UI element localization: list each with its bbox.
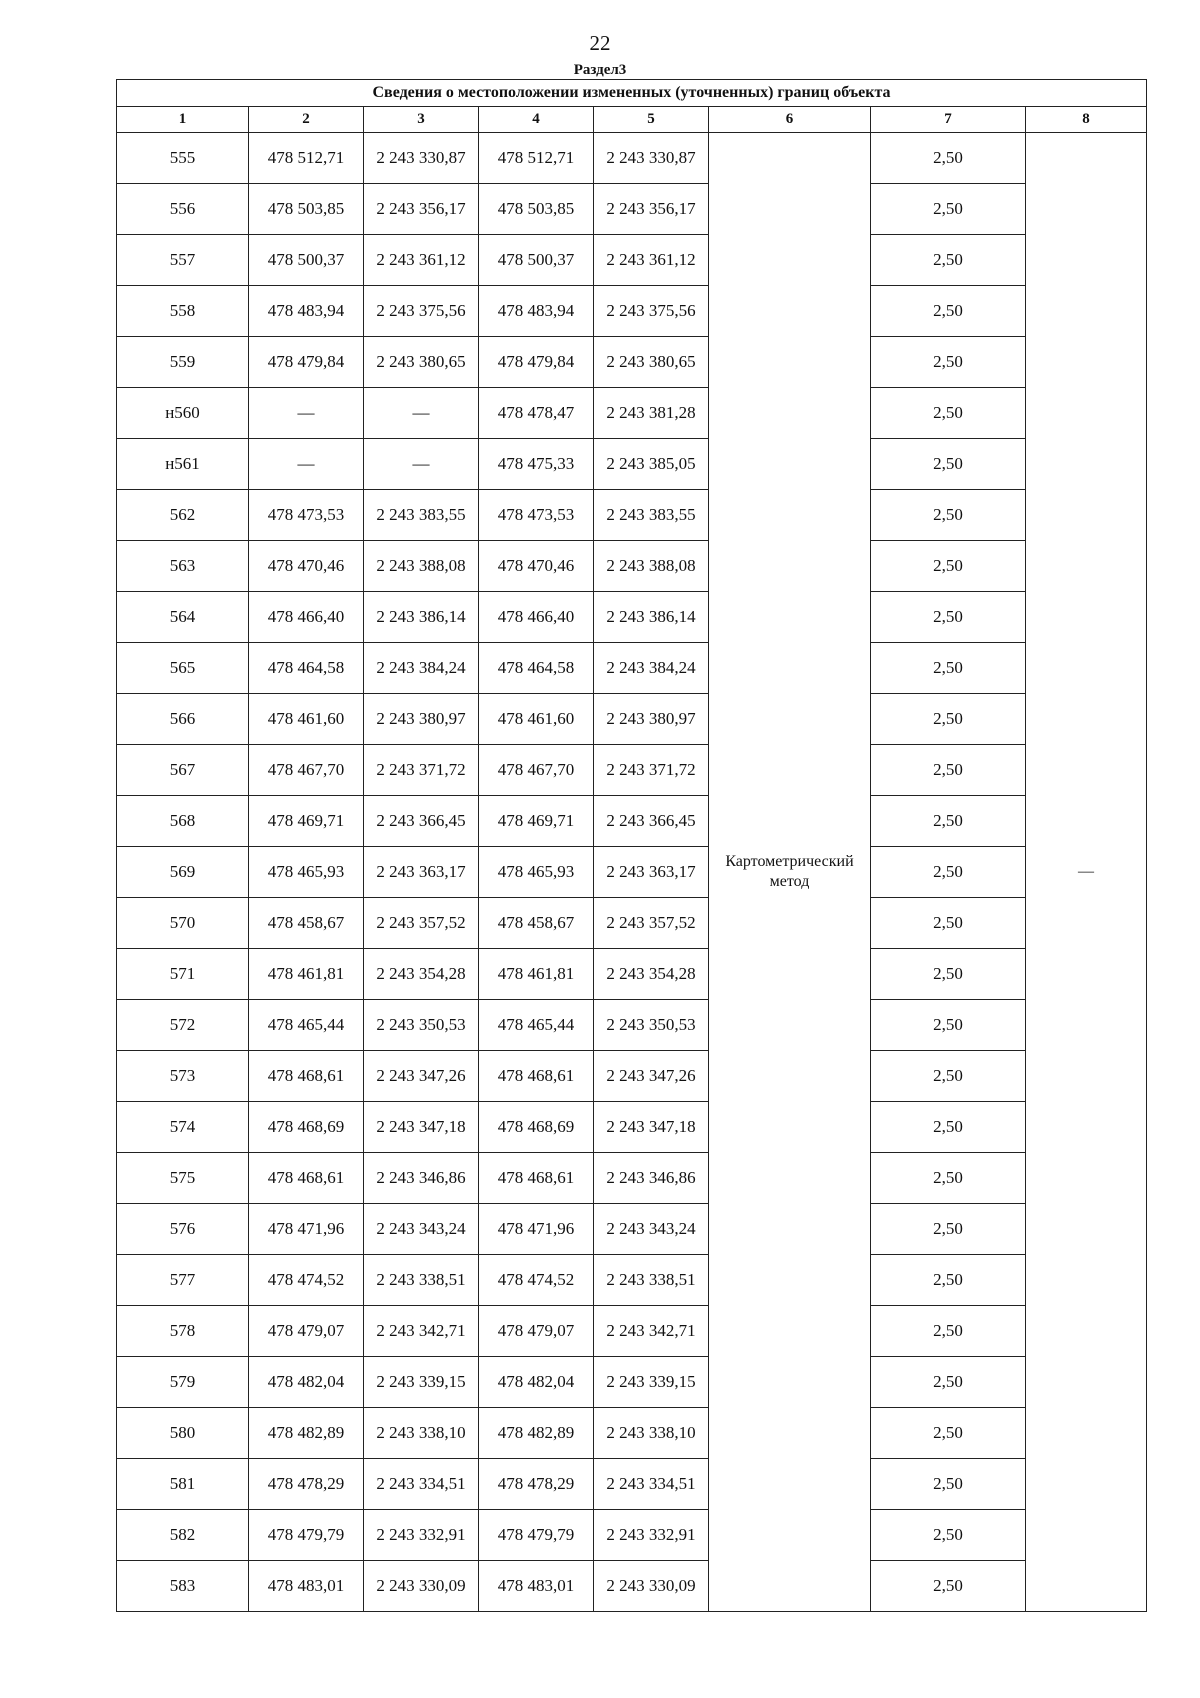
col3-cell: — [364,439,479,490]
col7-cell: 2,50 [871,949,1026,1000]
column-number-5: 5 [594,107,709,133]
col5-cell: 2 243 366,45 [594,796,709,847]
table-caption: Сведения о местоположении измененных (уточненных) границ объекта [117,80,1147,107]
col4-cell: 478 483,01 [479,1561,594,1612]
point-number-cell: 563 [117,541,249,592]
col7-cell: 2,50 [871,133,1026,184]
col7-cell: 2,50 [871,1204,1026,1255]
col4-cell: 478 471,96 [479,1204,594,1255]
col5-cell: 2 243 346,86 [594,1153,709,1204]
point-number-cell: 583 [117,1561,249,1612]
col2-cell: 478 474,52 [249,1255,364,1306]
col3-cell: 2 243 383,55 [364,490,479,541]
col3-cell: 2 243 366,45 [364,796,479,847]
point-number-cell: 577 [117,1255,249,1306]
col7-cell: 2,50 [871,847,1026,898]
col7-cell: 2,50 [871,286,1026,337]
col3-cell: 2 243 371,72 [364,745,479,796]
table-row [117,1510,1147,1561]
table-row [117,439,1147,490]
col3-cell: 2 243 361,12 [364,235,479,286]
col7-cell: 2,50 [871,235,1026,286]
col4-cell: 478 482,04 [479,1357,594,1408]
col4-cell: 478 461,60 [479,694,594,745]
col3-cell: 2 243 347,26 [364,1051,479,1102]
col3-cell: 2 243 330,87 [364,133,479,184]
col4-cell: 478 479,07 [479,1306,594,1357]
col7-cell: 2,50 [871,1000,1026,1051]
col4-cell: 478 467,70 [479,745,594,796]
col5-cell: 2 243 383,55 [594,490,709,541]
col7-cell: 2,50 [871,694,1026,745]
table-row [117,1051,1147,1102]
col2-cell: 478 468,61 [249,1051,364,1102]
table-row [117,694,1147,745]
point-number-cell: н560 [117,388,249,439]
col2-cell: 478 468,61 [249,1153,364,1204]
column-number-2: 2 [249,107,364,133]
col2-cell: 478 458,67 [249,898,364,949]
table-row [117,286,1147,337]
col5-cell: 2 243 380,65 [594,337,709,388]
col4-cell: 478 468,69 [479,1102,594,1153]
column-number-1: 1 [117,107,249,133]
col2-cell: — [249,388,364,439]
col5-cell: 2 243 350,53 [594,1000,709,1051]
col2-cell: — [249,439,364,490]
col3-cell: 2 243 332,91 [364,1510,479,1561]
col7-cell: 2,50 [871,388,1026,439]
col3-cell: 2 243 338,51 [364,1255,479,1306]
col2-cell: 478 469,71 [249,796,364,847]
point-number-cell: 555 [117,133,249,184]
col3-cell: 2 243 330,09 [364,1561,479,1612]
col7-cell: 2,50 [871,592,1026,643]
col4-cell: 478 478,29 [479,1459,594,1510]
col4-cell: 478 479,84 [479,337,594,388]
table-row [117,337,1147,388]
table-row [117,796,1147,847]
col7-cell: 2,50 [871,1408,1026,1459]
col5-cell: 2 243 388,08 [594,541,709,592]
col3-cell: 2 243 388,08 [364,541,479,592]
col3-cell: 2 243 356,17 [364,184,479,235]
point-number-cell: 573 [117,1051,249,1102]
col2-cell: 478 479,07 [249,1306,364,1357]
table-row [117,388,1147,439]
col5-cell: 2 243 343,24 [594,1204,709,1255]
col5-cell: 2 243 384,24 [594,643,709,694]
point-number-cell: 558 [117,286,249,337]
table-row [117,133,1147,184]
col2-cell: 478 467,70 [249,745,364,796]
column-number-3: 3 [364,107,479,133]
point-number-cell: н561 [117,439,249,490]
col7-cell: 2,50 [871,1459,1026,1510]
point-number-cell: 578 [117,1306,249,1357]
col5-cell: 2 243 356,17 [594,184,709,235]
table-row [117,1306,1147,1357]
col2-cell: 478 464,58 [249,643,364,694]
table-row [117,1102,1147,1153]
col4-cell: 478 503,85 [479,184,594,235]
point-number-cell: 564 [117,592,249,643]
col3-cell: 2 243 386,14 [364,592,479,643]
col2-cell: 478 470,46 [249,541,364,592]
table-row [117,847,1147,898]
col2-cell: 478 478,29 [249,1459,364,1510]
col4-cell: 478 464,58 [479,643,594,694]
point-number-cell: 566 [117,694,249,745]
col4-cell: 478 470,46 [479,541,594,592]
col4-cell: 478 466,40 [479,592,594,643]
table-row [117,235,1147,286]
col5-cell: 2 243 332,91 [594,1510,709,1561]
col5-cell: 2 243 334,51 [594,1459,709,1510]
col7-cell: 2,50 [871,1051,1026,1102]
col3-cell: 2 243 375,56 [364,286,479,337]
col5-cell: 2 243 339,15 [594,1357,709,1408]
table-row [117,898,1147,949]
col3-cell: 2 243 354,28 [364,949,479,1000]
table-body [117,133,1147,1612]
point-number-cell: 567 [117,745,249,796]
point-number-cell: 565 [117,643,249,694]
col5-cell: 2 243 361,12 [594,235,709,286]
point-number-cell: 581 [117,1459,249,1510]
col7-cell: 2,50 [871,1561,1026,1612]
col3-cell: 2 243 380,65 [364,337,479,388]
col2-cell: 478 479,79 [249,1510,364,1561]
col5-cell: 2 243 330,87 [594,133,709,184]
col5-cell: 2 243 347,26 [594,1051,709,1102]
col5-cell: 2 243 385,05 [594,439,709,490]
col8-cell: — [1026,133,1147,1612]
column-number-8: 8 [1026,107,1147,133]
table-row [117,745,1147,796]
col4-cell: 478 478,47 [479,388,594,439]
point-number-cell: 569 [117,847,249,898]
col7-cell: 2,50 [871,1357,1026,1408]
col2-cell: 478 473,53 [249,490,364,541]
col2-cell: 478 465,93 [249,847,364,898]
col2-cell: 478 465,44 [249,1000,364,1051]
col3-cell: — [364,388,479,439]
col4-cell: 478 500,37 [479,235,594,286]
boundary-coordinates-table [116,79,1147,1612]
col5-cell: 2 243 338,51 [594,1255,709,1306]
col2-cell: 478 471,96 [249,1204,364,1255]
point-number-cell: 570 [117,898,249,949]
col3-cell: 2 243 346,86 [364,1153,479,1204]
table-row [117,490,1147,541]
col2-cell: 478 482,04 [249,1357,364,1408]
col4-cell: 478 482,89 [479,1408,594,1459]
col2-cell: 478 461,81 [249,949,364,1000]
table-row [117,184,1147,235]
col2-cell: 478 479,84 [249,337,364,388]
col3-cell: 2 243 334,51 [364,1459,479,1510]
col5-cell: 2 243 342,71 [594,1306,709,1357]
col4-cell: 478 461,81 [479,949,594,1000]
col3-cell: 2 243 350,53 [364,1000,479,1051]
column-number-7: 7 [871,107,1026,133]
column-number-row [117,107,1147,133]
point-number-cell: 572 [117,1000,249,1051]
table-row [117,1153,1147,1204]
col5-cell: 2 243 338,10 [594,1408,709,1459]
col2-cell: 478 483,01 [249,1561,364,1612]
col2-cell: 478 466,40 [249,592,364,643]
point-number-cell: 562 [117,490,249,541]
point-number-cell: 568 [117,796,249,847]
col7-cell: 2,50 [871,490,1026,541]
point-number-cell: 556 [117,184,249,235]
point-number-cell: 575 [117,1153,249,1204]
col7-cell: 2,50 [871,898,1026,949]
col7-cell: 2,50 [871,1306,1026,1357]
col2-cell: 478 483,94 [249,286,364,337]
col4-cell: 478 483,94 [479,286,594,337]
col5-cell: 2 243 347,18 [594,1102,709,1153]
col7-cell: 2,50 [871,643,1026,694]
col5-cell: 2 243 375,56 [594,286,709,337]
col4-cell: 478 465,93 [479,847,594,898]
section-title: Раздел3 [573,62,627,78]
col4-cell: 478 475,33 [479,439,594,490]
point-number-cell: 579 [117,1357,249,1408]
col3-cell: 2 243 338,10 [364,1408,479,1459]
col4-cell: 478 479,79 [479,1510,594,1561]
col4-cell: 478 512,71 [479,133,594,184]
col5-cell: 2 243 330,09 [594,1561,709,1612]
col5-cell: 2 243 363,17 [594,847,709,898]
col4-cell: 478 474,52 [479,1255,594,1306]
col2-cell: 478 482,89 [249,1408,364,1459]
col2-cell: 478 461,60 [249,694,364,745]
col5-cell: 2 243 371,72 [594,745,709,796]
col7-cell: 2,50 [871,796,1026,847]
col5-cell: 2 243 380,97 [594,694,709,745]
col3-cell: 2 243 342,71 [364,1306,479,1357]
table-row [117,1000,1147,1051]
page-number: 22 [589,31,611,55]
col7-cell: 2,50 [871,184,1026,235]
col4-cell: 478 458,67 [479,898,594,949]
col3-cell: 2 243 384,24 [364,643,479,694]
col7-cell: 2,50 [871,1153,1026,1204]
point-number-cell: 571 [117,949,249,1000]
table-row [117,1459,1147,1510]
col3-cell: 2 243 339,15 [364,1357,479,1408]
table-row [117,592,1147,643]
col5-cell: 2 243 386,14 [594,592,709,643]
col7-cell: 2,50 [871,541,1026,592]
method-cell: Картометрический метод [709,133,871,1612]
table-row [117,1561,1147,1612]
point-number-cell: 576 [117,1204,249,1255]
col7-cell: 2,50 [871,1255,1026,1306]
column-number-4: 4 [479,107,594,133]
col4-cell: 478 469,71 [479,796,594,847]
col2-cell: 478 503,85 [249,184,364,235]
point-number-cell: 580 [117,1408,249,1459]
col3-cell: 2 243 363,17 [364,847,479,898]
col4-cell: 478 465,44 [479,1000,594,1051]
col5-cell: 2 243 381,28 [594,388,709,439]
point-number-cell: 582 [117,1510,249,1561]
col3-cell: 2 243 380,97 [364,694,479,745]
col5-cell: 2 243 357,52 [594,898,709,949]
col7-cell: 2,50 [871,745,1026,796]
table-row [117,643,1147,694]
col4-cell: 478 473,53 [479,490,594,541]
point-number-cell: 559 [117,337,249,388]
col7-cell: 2,50 [871,1102,1026,1153]
column-number-6: 6 [709,107,871,133]
col2-cell: 478 500,37 [249,235,364,286]
col4-cell: 478 468,61 [479,1153,594,1204]
table-row [117,541,1147,592]
point-number-cell: 574 [117,1102,249,1153]
col2-cell: 478 512,71 [249,133,364,184]
col3-cell: 2 243 357,52 [364,898,479,949]
point-number-cell: 557 [117,235,249,286]
table-row [117,1408,1147,1459]
col5-cell: 2 243 354,28 [594,949,709,1000]
table-row [117,1255,1147,1306]
col7-cell: 2,50 [871,1510,1026,1561]
col7-cell: 2,50 [871,439,1026,490]
col4-cell: 478 468,61 [479,1051,594,1102]
table-row [117,949,1147,1000]
col3-cell: 2 243 343,24 [364,1204,479,1255]
table-row [117,1204,1147,1255]
col7-cell: 2,50 [871,337,1026,388]
col2-cell: 478 468,69 [249,1102,364,1153]
col3-cell: 2 243 347,18 [364,1102,479,1153]
table-row [117,1357,1147,1408]
